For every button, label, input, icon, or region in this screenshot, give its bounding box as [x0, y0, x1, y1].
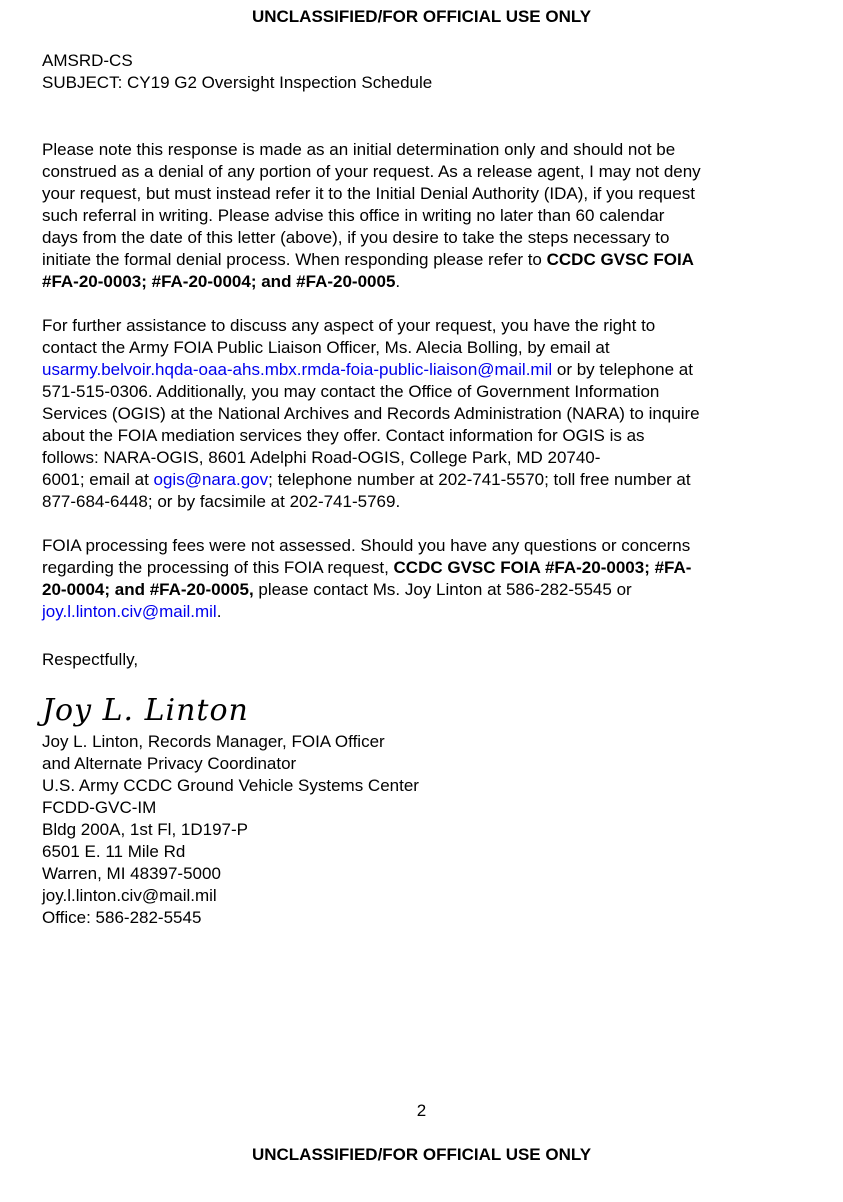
paragraph-3	[42, 535, 809, 623]
text-line	[42, 557, 809, 579]
signature-block-line: U.S. Army CCDC Ground Vehicle Systems Center	[42, 776, 419, 795]
text-line	[42, 249, 809, 271]
text-span: your request, but must instead refer it to the Initial Denial Authority (IDA), if you request	[42, 184, 695, 203]
text-span: CCDC GVSC FOIA #FA-20-0003; #FA-	[393, 558, 692, 577]
text-line	[42, 183, 809, 205]
text-line	[42, 359, 809, 381]
text-span: .	[395, 272, 401, 291]
joy-linton-email-link[interactable]: joy.l.linton.civ@mail.mil	[42, 602, 217, 621]
signature-block	[42, 731, 809, 929]
text-line	[42, 271, 809, 293]
text-span: #FA-20-0003; #FA-20-0004; and #FA-20-0005	[42, 272, 396, 291]
classification-banner-bottom: UNCLASSIFIED/FOR OFFICIAL USE ONLY	[251, 1145, 592, 1164]
text-span: initiate the formal denial process. When responding please refer to	[42, 250, 547, 269]
letterhead	[42, 50, 432, 94]
text-line	[42, 139, 809, 161]
text-span: contact the Army FOIA Public Liaison Officer, Ms. Alecia Bolling, by email at	[42, 338, 610, 357]
signature-block-line: Joy L. Linton, Records Manager, FOIA Officer	[42, 732, 385, 751]
text-span: such referral in writing. Please advise this office in writing no later than 60 calendar	[42, 206, 665, 225]
text-span: CCDC GVSC FOIA	[546, 250, 694, 269]
signature-block-line: Office: 586-282-5545	[42, 908, 202, 927]
signature-block-line: joy.l.linton.civ@mail.mil	[42, 886, 217, 905]
signature-block-line: 6501 E. 11 Mile Rd	[42, 842, 186, 861]
text-span: days from the date of this letter (above), if you desire to take the steps necessary to	[42, 228, 670, 247]
text-span: please contact Ms. Joy Linton at 586-282-5545 or	[253, 580, 632, 599]
signature-block-line: and Alternate Privacy Coordinator	[42, 754, 297, 773]
text-span: .	[216, 602, 222, 621]
text-line	[42, 601, 809, 623]
text-span: 6001; email at	[42, 470, 154, 489]
text-span: Services (OGIS) at the National Archives and Records Administration (NARA) to inquire	[42, 404, 700, 423]
text-span: regarding the processing of this FOIA request,	[42, 558, 394, 577]
text-line	[42, 447, 809, 469]
paragraph-2	[42, 315, 809, 513]
army-foia-liaison-email-link[interactable]: usarmy.belvoir.hqda-oaa-ahs.mbx.rmda-foia-public-liaison@mail.mil	[42, 360, 553, 379]
text-line	[42, 469, 809, 491]
text-line	[42, 579, 809, 601]
text-span: For further assistance to discuss any aspect of your request, you have the right to	[42, 316, 656, 335]
text-span: ; telephone number at 202-741-5570; toll free number at	[268, 470, 691, 489]
text-line	[42, 227, 809, 249]
paragraph-1	[42, 139, 809, 293]
text-span: about the FOIA mediation services they offer. Contact information for OGIS is as	[42, 426, 645, 445]
text-line	[42, 337, 809, 359]
text-line	[42, 425, 809, 447]
text-span: construed as a denial of any portion of your request. As a release agent, I may not deny	[42, 162, 701, 181]
text-span: Please note this response is made as an initial determination only and should not be	[42, 140, 676, 159]
text-span: 877-684-6448; or by facsimile at 202-741-5769.	[42, 492, 401, 511]
classification-banner-top: UNCLASSIFIED/FOR OFFICIAL USE ONLY	[251, 7, 592, 26]
signature-block-line: Warren, MI 48397-5000	[42, 864, 221, 883]
subject-line: SUBJECT: CY19 G2 Oversight Inspection Schedule	[42, 73, 433, 92]
page-number: 2	[416, 1101, 427, 1120]
valediction: Respectfully,	[42, 650, 139, 669]
text-line	[42, 403, 809, 425]
text-span: 20-0004; and #FA-20-0005,	[42, 580, 254, 599]
handwritten-signature: Joy L. Linton	[42, 693, 249, 728]
text-span: FOIA processing fees were not assessed. Should you have any questions or concerns	[42, 536, 691, 555]
text-line	[42, 205, 809, 227]
text-line	[42, 535, 809, 557]
text-span: follows: NARA-OGIS, 8601 Adelphi Road-OGIS, College Park, MD 20740-	[42, 448, 601, 467]
text-span: or by telephone at	[552, 360, 693, 379]
office-symbol: AMSRD-CS	[42, 51, 133, 70]
text-line	[42, 491, 809, 513]
text-line	[42, 161, 809, 183]
text-line	[42, 381, 809, 403]
letter-body	[42, 139, 809, 929]
signature-block-line: FCDD-GVC-IM	[42, 798, 157, 817]
signature-block-line: Bldg 200A, 1st Fl, 1D197-P	[42, 820, 249, 839]
ogis-email-link[interactable]: ogis@nara.gov	[153, 470, 269, 489]
text-line	[42, 315, 809, 337]
text-span: 571-515-0306. Additionally, you may contact the Office of Government Information	[42, 382, 660, 401]
